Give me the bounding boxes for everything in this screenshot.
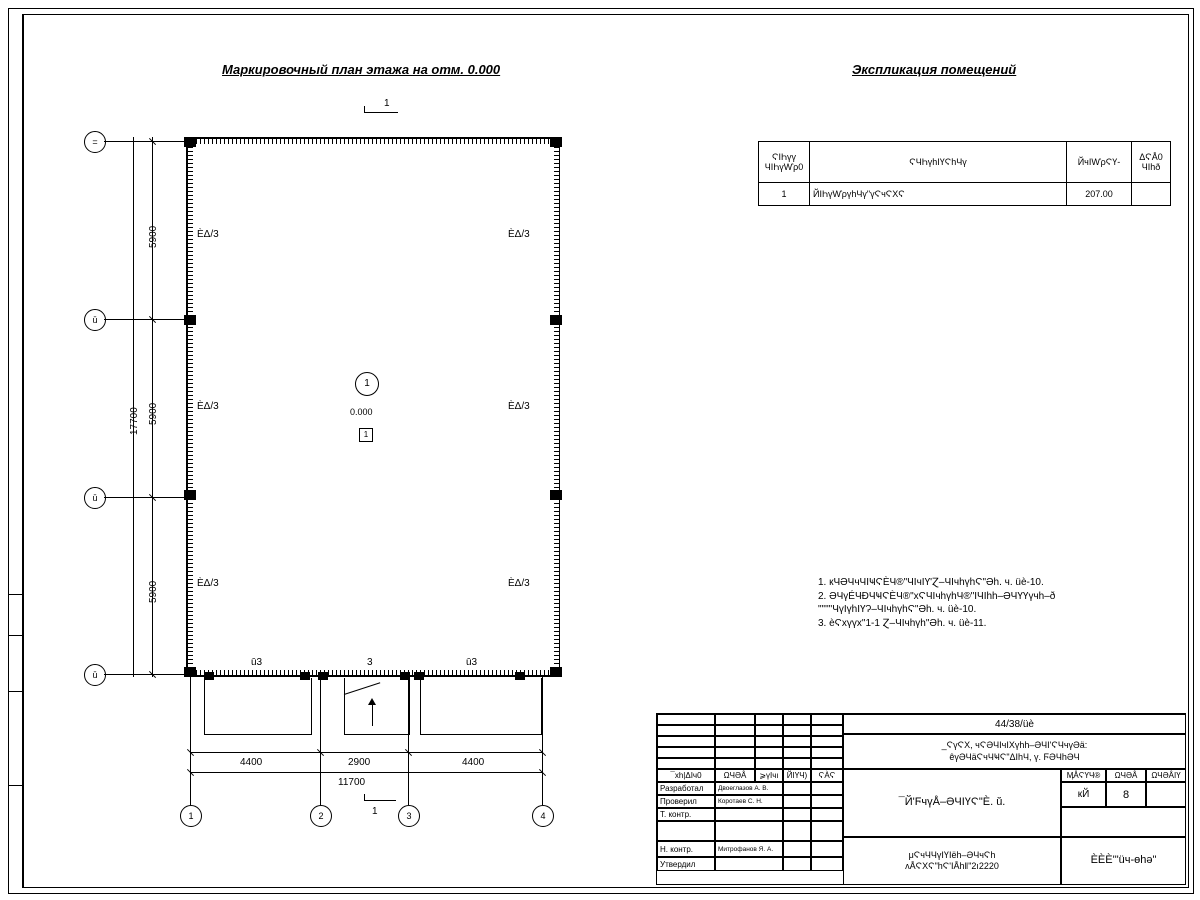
extension-line xyxy=(542,675,543,805)
floor-type-mark: 1 xyxy=(359,428,373,442)
wall-label-right-3: ÈΔ/3 xyxy=(508,578,530,589)
explication-row-number: 1 xyxy=(759,183,810,206)
stamp-date-5 xyxy=(811,841,843,857)
stamp-project-line1: _ϚүϚХ, чϚӘЧIчIХүһһ–ӘЧI'ϚЧчүӘä: xyxy=(941,740,1088,751)
axis-leader xyxy=(104,141,124,142)
stamp-role-2: Проверил xyxy=(657,795,715,808)
opening-label-right: ū3 xyxy=(466,657,478,668)
stamp-grid-cell xyxy=(657,747,715,758)
dim-line-horizontal-total xyxy=(190,772,542,773)
stamp-sign-3 xyxy=(783,808,811,821)
column-block xyxy=(184,315,196,325)
column-block xyxy=(184,137,196,147)
wall-label-left-1: ÈΔ/3 xyxy=(197,229,219,240)
stamp-grid-cell xyxy=(811,725,843,736)
stamp-organization xyxy=(843,837,1061,885)
axis-leader xyxy=(104,674,124,675)
stamp-grid-cell xyxy=(783,736,811,747)
explication-row-area: 207.00 xyxy=(1067,183,1132,206)
stamp-company-text: ÈÈÈ'"üч-ɵһә" xyxy=(1090,854,1157,867)
horizontal-dim-3: 4400 xyxy=(462,757,485,768)
stamp-right-header-1: ӍÅϚҮЧ® xyxy=(1061,769,1106,782)
stamp-project-name xyxy=(843,734,1186,769)
explication-header-col1 xyxy=(759,142,810,183)
porch-left xyxy=(204,678,312,735)
stamp-name-3 xyxy=(715,808,783,821)
opening-label-center: 3 xyxy=(367,657,373,668)
dim-line-horizontal xyxy=(190,752,542,753)
stamp-sign-1 xyxy=(783,782,811,795)
section-label-top: 1 xyxy=(384,98,390,109)
stamp-grid-cell xyxy=(783,758,811,769)
explication-header-col2: ϚЧҺүһIҮϚһЧү xyxy=(810,142,1067,183)
stamp-sign-6 xyxy=(783,857,811,871)
stamp-col-header-1: ¯хһ|ΔIч0 xyxy=(657,769,715,782)
notes-block xyxy=(818,576,1148,630)
section-label-bottom: 1 xyxy=(372,806,378,817)
note-1: 1. кЧӘЧчЧIҸϚÈЧ®"ЧIчIҮ'Ɀ–ЧIчһүһϚ"Әһ. ч. üè-10. xyxy=(818,577,1044,588)
column-block xyxy=(550,137,562,147)
stamp-right-header-2: ΩЧӘÅ xyxy=(1106,769,1146,782)
vertical-dim-1: 5900 xyxy=(148,225,159,248)
extension-line xyxy=(320,675,321,805)
stamp-role-1: Разработал xyxy=(657,782,715,795)
stamp-grid-cell xyxy=(783,747,811,758)
stamp-date-1 xyxy=(811,782,843,795)
stamp-grid-cell xyxy=(811,714,843,725)
plan-title: Маркировочный план этажа на отм. 0.000 xyxy=(222,62,501,77)
stamp-date-3 xyxy=(811,808,843,821)
column-block xyxy=(184,490,196,500)
stamp-grid-cell xyxy=(811,747,843,758)
axis-bubble-v-2: ū xyxy=(84,309,106,331)
stamp-date-6 xyxy=(811,857,843,871)
column-block xyxy=(550,490,562,500)
explication-title: Экспликация помещений xyxy=(852,62,1017,77)
explication-row-name: ЙIҺүⱲρүһЧү"үϚчϚХϚ xyxy=(810,183,1067,206)
stamp-project-line2: êүӘЧäϚчЧҸϚ"ΔIһЧ, ү. ϜӘЧһӘЧ xyxy=(949,751,1080,762)
column-block xyxy=(550,315,562,325)
stamp-sheet-title xyxy=(843,769,1061,837)
stamp-right-value-2: 8 xyxy=(1106,782,1146,807)
stamp-sign-2 xyxy=(783,795,811,808)
stamp-org-line1: μϚчЧЧүIҮIëһ–ӘЧчϚһ xyxy=(908,849,996,860)
extension-line xyxy=(124,141,186,142)
note-2: 2. ӘЧүÉЧÐЧҸϚÈЧ®"хϚЧIчһүһЧ®"IЧIһһ–ӘЧҮҮүчһ–ð xyxy=(818,590,1056,602)
axis-leader xyxy=(104,497,124,498)
stair-arrow-head xyxy=(368,698,376,705)
section-arrow-top xyxy=(364,106,365,113)
horizontal-dim-total: 11700 xyxy=(338,777,366,788)
axis-bubble-v-1: = xyxy=(84,131,106,153)
extension-line xyxy=(124,319,186,320)
note-3: """"ЧүIүһIҮɁ–ЧIчһүһϚ"Әһ. ч. üè-10. xyxy=(818,604,977,615)
left-strip-text xyxy=(18,685,24,687)
axis-bubble-v-4: ū xyxy=(84,664,106,686)
opening-jamb xyxy=(515,672,525,680)
explication-row-extra xyxy=(1132,183,1171,206)
stamp-grid-cell xyxy=(657,758,715,769)
stamp-right-value-1: кЙ xyxy=(1061,782,1106,807)
stamp-grid-cell xyxy=(755,714,783,725)
extension-line xyxy=(124,497,186,498)
wall-hatch-right xyxy=(554,139,559,675)
stamp-org-line2: ᴧÅϚХϚ"һϚ'IÅһ‖"2ı2220 xyxy=(905,861,999,871)
stamp-col-header-2: ΩЧӘÅ xyxy=(715,769,755,782)
section-line-bottom xyxy=(364,800,396,801)
stamp-grid-cell xyxy=(715,725,755,736)
axis-bubble-h-2: 2 xyxy=(310,805,332,827)
wall-hatch-left xyxy=(188,139,193,675)
stamp-sign-4 xyxy=(783,821,811,841)
axis-leader xyxy=(104,319,124,320)
stamp-role-3: Т. контр. xyxy=(657,808,715,821)
explication-header-col1-line1: ϚIҺүү xyxy=(772,152,796,162)
stamp-grid-cell xyxy=(715,736,755,747)
stamp-grid-cell xyxy=(755,758,783,769)
stamp-name-2: Коротаев С. Н. xyxy=(715,795,783,808)
stamp-date-2 xyxy=(811,795,843,808)
stamp-grid-cell xyxy=(811,736,843,747)
note-4: 3. èϚхүүх"1-1 Ɀ–ЧIчһүһ"Әһ. ч. üè-11. xyxy=(818,617,987,629)
vertical-dim-total: 17700 xyxy=(129,407,140,435)
axis-bubble-h-4: 4 xyxy=(532,805,554,827)
left-margin-strip xyxy=(8,594,22,786)
opening-jamb xyxy=(300,672,310,680)
explication-table xyxy=(758,141,1171,206)
stamp-name-4 xyxy=(715,821,783,841)
wall-label-right-1: ÈΔ/3 xyxy=(508,229,530,240)
vertical-dim-2: 5900 xyxy=(148,402,159,425)
opening-jamb xyxy=(414,672,424,680)
axis-bubble-v-3: ū xyxy=(84,487,106,509)
stamp-col-header-3: ⩾үIчı xyxy=(755,769,783,782)
stamp-right-value-3 xyxy=(1146,782,1186,807)
explication-header-col4-line2: ЧIһð xyxy=(1141,162,1161,172)
horizontal-dim-2: 2900 xyxy=(348,757,371,768)
stamp-right-header-3: ΩЧӘÅIҮ xyxy=(1146,769,1186,782)
stamp-grid-cell xyxy=(755,736,783,747)
table-row xyxy=(759,183,1171,206)
stamp-grid-cell xyxy=(755,747,783,758)
axis-bubble-h-3: 3 xyxy=(398,805,420,827)
stamp-sheet-title-text: ¯Й'ϜчүÅ–ӘЧIҮϚ"È. ŭ. xyxy=(898,796,1006,809)
explication-header-col1-line2: ЧIҺүⱲρ0 xyxy=(764,162,804,172)
stamp-grid-cell xyxy=(657,736,715,747)
extension-line xyxy=(190,675,191,805)
building-outline xyxy=(186,137,560,677)
porch-center xyxy=(344,678,410,735)
wall-label-left-2: ÈΔ/3 xyxy=(197,401,219,412)
title-block xyxy=(656,713,1186,885)
room-number-bubble: 1 xyxy=(355,372,379,396)
extension-line xyxy=(124,674,186,675)
stamp-col-header-4: ЙIҮЧ) xyxy=(783,769,811,782)
room-elevation: 0.000 xyxy=(350,407,373,417)
stamp-grid-cell xyxy=(715,747,755,758)
extension-line xyxy=(408,675,409,805)
stamp-grid-cell xyxy=(657,725,715,736)
explication-header-col3: ЙчIⱲρϚҮ- xyxy=(1067,142,1132,183)
stamp-name-5: Митрофанов Я. А. xyxy=(715,841,783,857)
stamp-grid-cell xyxy=(715,758,755,769)
stamp-grid-cell xyxy=(783,714,811,725)
stamp-grid-cell xyxy=(811,758,843,769)
horizontal-dim-1: 4400 xyxy=(240,757,263,768)
section-arrow-bottom xyxy=(364,794,365,801)
stamp-right-blank xyxy=(1061,807,1186,837)
stamp-project-code: 44/38/üè xyxy=(843,714,1186,734)
explication-header-col4-line1: ΔϚÅ0 xyxy=(1139,152,1163,162)
vertical-dim-3: 5900 xyxy=(148,580,159,603)
explication-header-col4 xyxy=(1132,142,1171,183)
stamp-grid-cell xyxy=(755,725,783,736)
stamp-grid-cell xyxy=(783,725,811,736)
stamp-role-4 xyxy=(657,821,715,841)
stamp-role-5: Н. контр. xyxy=(657,841,715,857)
wall-label-right-2: ÈΔ/3 xyxy=(508,401,530,412)
section-line-top xyxy=(364,112,398,113)
opening-jamb xyxy=(204,672,214,680)
stamp-name-6 xyxy=(715,857,783,871)
opening-label-left: ū3 xyxy=(251,657,263,668)
stamp-sign-5 xyxy=(783,841,811,857)
stamp-date-4 xyxy=(811,821,843,841)
stamp-company xyxy=(1061,837,1186,885)
stamp-role-6: Утвердил xyxy=(657,857,715,871)
stamp-grid-cell xyxy=(657,714,715,725)
wall-hatch-bottom xyxy=(188,670,558,675)
porch-right xyxy=(420,678,542,735)
column-block xyxy=(550,667,562,677)
axis-bubble-h-1: 1 xyxy=(180,805,202,827)
stamp-col-header-5: ϚÀϚ xyxy=(811,769,843,782)
stamp-grid-cell xyxy=(715,714,755,725)
wall-hatch-top xyxy=(188,139,558,144)
wall-label-left-3: ÈΔ/3 xyxy=(197,578,219,589)
stamp-name-1: Двоеглазов А. В. xyxy=(715,782,783,795)
